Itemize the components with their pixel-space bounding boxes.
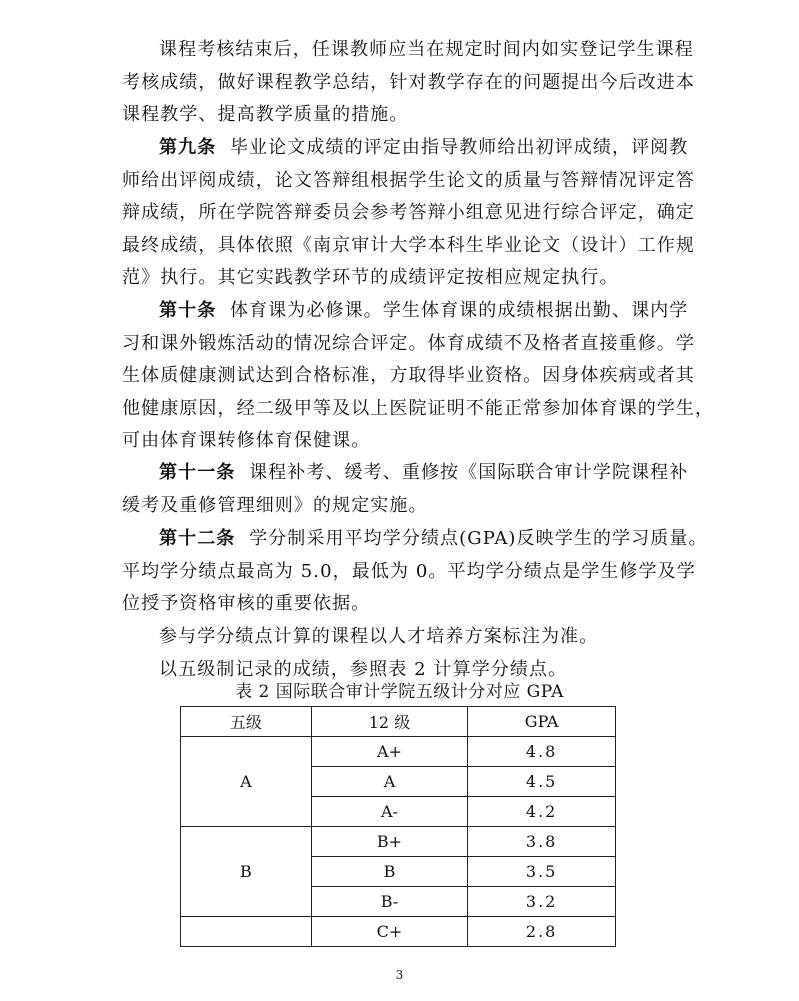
- sub-grade-cell: B+: [311, 827, 468, 857]
- table-row: [181, 917, 616, 947]
- table-header-row: [181, 707, 616, 737]
- text-line: 参与学分绩点计算的课程以人才培养方案标注为准。: [159, 626, 599, 647]
- sub-grade-cell: B-: [311, 887, 468, 917]
- header-cell-twelve-level: 12 级: [311, 707, 468, 737]
- table-row: [181, 737, 616, 767]
- table-caption: 表 2 国际联合审计学院五级计分对应 GPA: [235, 682, 564, 702]
- text-span: 体育课为必修课。学生体育课的成绩根据出勤、课内学: [229, 300, 689, 321]
- text-line: [122, 132, 689, 165]
- text-line: 辩成绩，所在学院答辩委员会参考答辩小组意见进行综合评定，确定: [122, 202, 695, 223]
- paragraph-article-12: [122, 523, 708, 621]
- text-span: 毕业论文成绩的评定由指导教师给出初评成绩，评阅教: [229, 137, 689, 158]
- text-line: [122, 295, 689, 328]
- gpa-cell: 2.8: [468, 917, 616, 947]
- paragraph-article-10: [122, 295, 715, 458]
- sub-grade-cell: B: [311, 857, 468, 887]
- sub-grade-cell: C+: [311, 917, 468, 947]
- article-label: 第十条: [159, 300, 217, 321]
- sub-grade-cell: A+: [311, 737, 468, 767]
- text-line: 课程考核结束后，任课教师应当在规定时间内如实登记学生课程: [159, 39, 694, 60]
- grade-group-cell: A: [181, 737, 312, 827]
- grade-group-cell: [181, 917, 312, 947]
- paragraph-course-assessment: [122, 34, 695, 132]
- text-line: [122, 523, 708, 556]
- text-line: 习和课外锻炼活动的情况综合评定。体育成绩不及格者直接重修。学: [122, 332, 695, 354]
- paragraph-article-11: [122, 457, 689, 522]
- gpa-cell: 4.5: [468, 767, 616, 797]
- gpa-cell: 3.8: [468, 827, 616, 857]
- text-line: 他健康原因，经二级甲等及以上医院证明不能正常参加体育课的学生，: [122, 397, 715, 419]
- text-line: 师给出评阅成绩，论文答辩组根据学生论文的质量与答辩情况评定答: [122, 169, 695, 191]
- text-line: [122, 457, 689, 490]
- gpa-cell: 3.2: [468, 887, 616, 917]
- text-line: 最终成绩，具体依照《南京审计大学本科生毕业论文（设计）工作规: [122, 234, 695, 256]
- sub-grade-cell: A: [311, 767, 468, 797]
- text-span: 学分制采用平均学分绩点(GPA)反映学生的学习质量。: [249, 528, 708, 549]
- text-span: 课程补考、缓考、重修按《国际联合审计学院课程补: [249, 462, 689, 483]
- text-line: 范》执行。其它实践教学环节的成绩评定按相应规定执行。: [122, 267, 619, 288]
- header-cell-five-level: 五级: [181, 707, 312, 737]
- sub-grade-cell: A-: [311, 797, 468, 827]
- paragraph-gpa-courses: [122, 621, 682, 654]
- table-row: [181, 827, 616, 857]
- text-line: 位授予资格审核的重要依据。: [122, 593, 371, 614]
- paragraph-article-9: [122, 132, 695, 295]
- grade-gpa-table: [180, 706, 616, 947]
- text-line: 可由体育课转修体育保健课。: [122, 430, 371, 451]
- gpa-cell: 4.8: [468, 737, 616, 767]
- gpa-cell: 4.2: [468, 797, 616, 827]
- page-number: 3: [395, 968, 404, 982]
- gpa-cell: 3.5: [468, 857, 616, 887]
- article-label: 第十一条: [159, 462, 236, 483]
- text-line: 平均学分绩点最高为 5.0，最低为 0。平均学分绩点是学生修学及学: [122, 560, 696, 582]
- text-line: 生体质健康测试达到合格标准，方取得毕业资格。因身体疾病或者其: [122, 365, 695, 386]
- text-line: 课程教学、提高教学质量的措施。: [122, 104, 409, 125]
- article-label: 第九条: [159, 137, 217, 158]
- header-cell-gpa: GPA: [468, 707, 616, 737]
- text-line: 以五级制记录的成绩，参照表 2 计算学分绩点。: [159, 659, 568, 680]
- article-label: 第十二条: [159, 528, 236, 549]
- grade-group-cell: B: [181, 827, 312, 917]
- text-line: 考核成绩，做好课程教学总结，针对教学存在的问题提出今后改进本: [122, 71, 695, 93]
- text-line: 缓考及重修管理细则》的规定实施。: [122, 494, 428, 516]
